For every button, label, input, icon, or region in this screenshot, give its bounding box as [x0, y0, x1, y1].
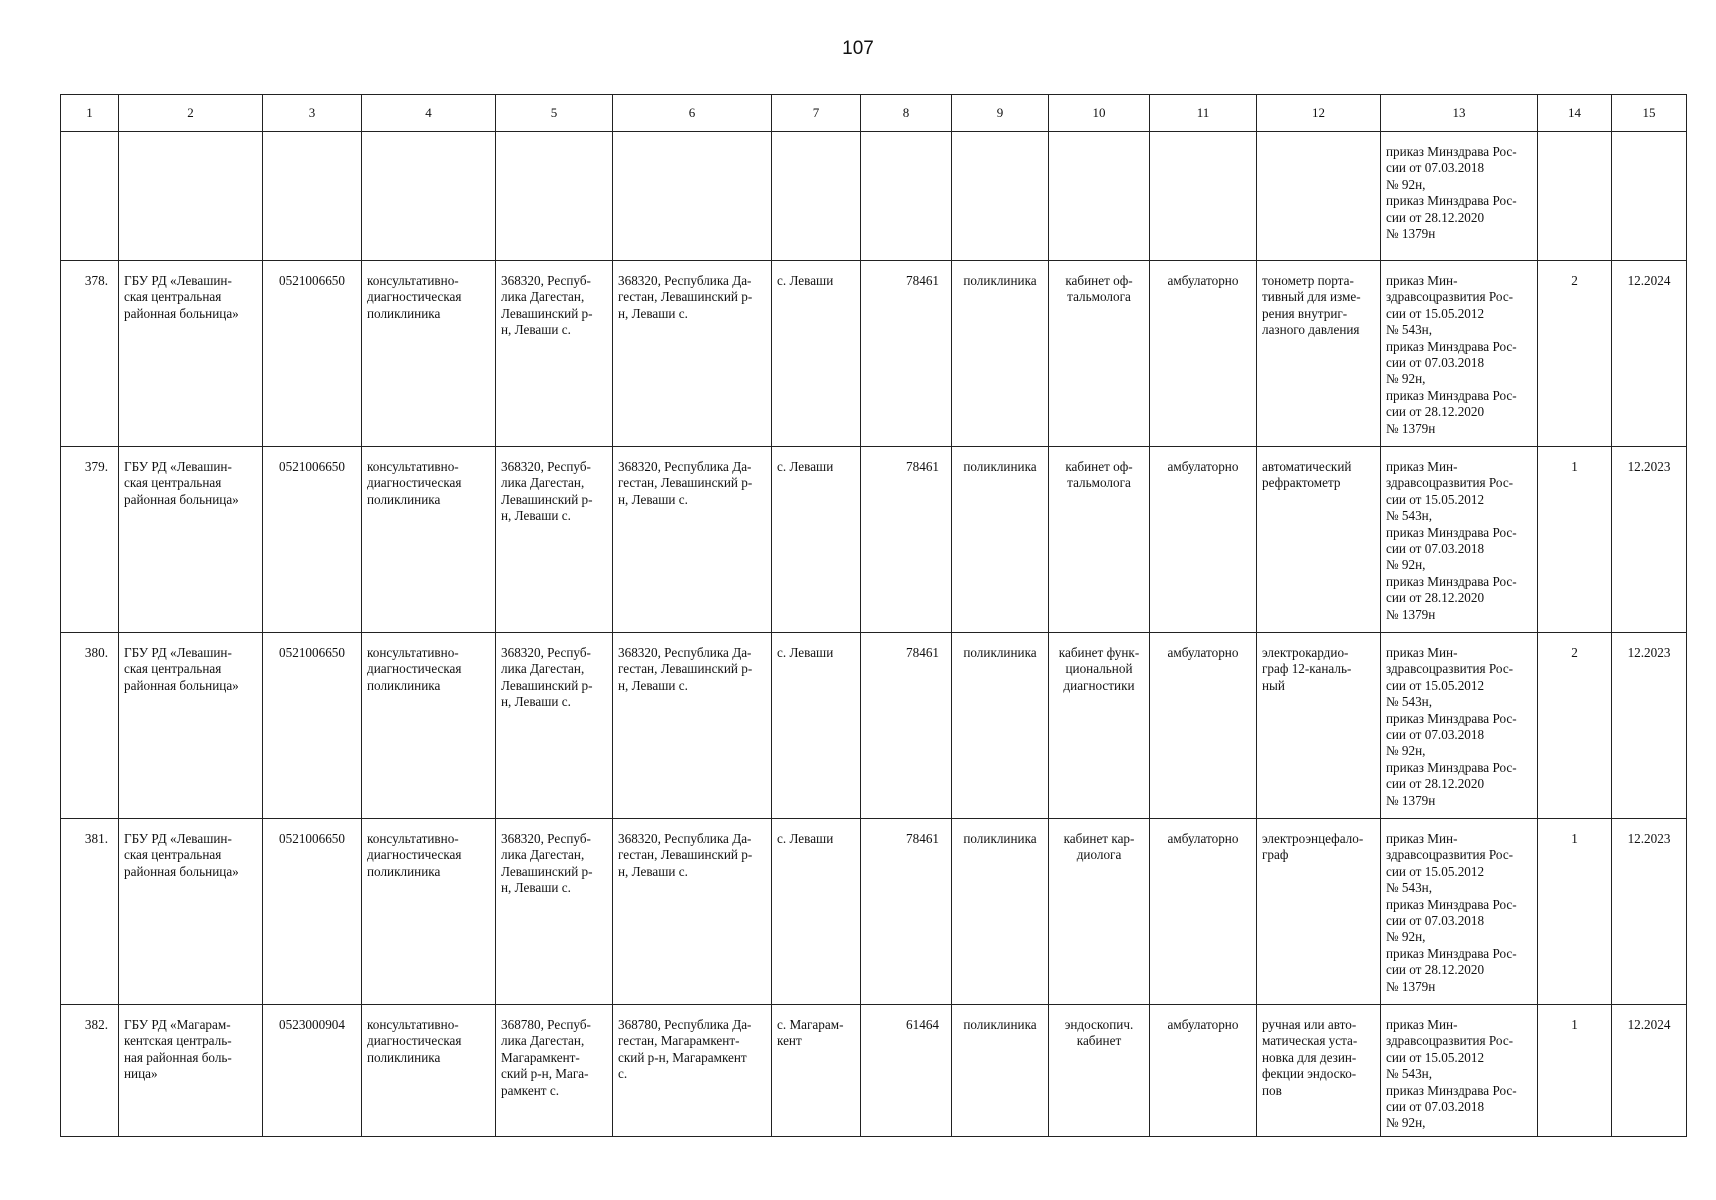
table-cell: [1538, 132, 1612, 261]
row-number-cell: 380.: [61, 633, 119, 819]
code-cell: 78461: [861, 819, 952, 1005]
code-cell: 78461: [861, 633, 952, 819]
organization-cell: ГБУ РД «Левашин- ская центральная районная больница»: [119, 261, 263, 447]
facility-type-cell: консультативно- диагностическая поликлиника: [362, 447, 496, 633]
regulation-cell: приказ Мин- здравсоцразвития Рос- сии от 15.05.2012 № 543н, приказ Минздрава Рос- сии от 07.03.2018 № 92н, приказ Минздрава Рос- сии от 28.12.2020 № 1379н: [1381, 261, 1538, 447]
legal-address-cell: 368320, Респуб- лика Дагестан, Левашинский р- н, Леваши с.: [496, 633, 613, 819]
table-cell: [1150, 132, 1257, 261]
equipment-cell: электрокардио- граф 12-каналь- ный: [1257, 633, 1381, 819]
locality-cell: с. Леваши: [772, 261, 861, 447]
facility-type-cell: консультативно- диагностическая поликлиника: [362, 1005, 496, 1137]
row-number-cell: 379.: [61, 447, 119, 633]
row-number-cell: 381.: [61, 819, 119, 1005]
table-row: [61, 633, 1687, 819]
table-cell: [952, 132, 1049, 261]
regulation-cell: приказ Мин- здравсоцразвития Рос- сии от 15.05.2012 № 543н, приказ Минздрава Рос- сии от 07.03.2018 № 92н,: [1381, 1005, 1538, 1137]
column-header: 14: [1538, 95, 1612, 132]
table-cell: [772, 132, 861, 261]
equipment-cell: электроэнцефало- граф: [1257, 819, 1381, 1005]
header-row: [61, 95, 1687, 132]
table-cell: [1049, 132, 1150, 261]
actual-address-cell: 368320, Республика Да- гестан, Левашинский р- н, Леваши с.: [613, 819, 772, 1005]
unit-cell: поликлиника: [952, 633, 1049, 819]
room-cell: кабинет оф- тальмолога: [1049, 447, 1150, 633]
row-number-cell: 382.: [61, 1005, 119, 1137]
table-cell: [1257, 132, 1381, 261]
facility-type-cell: консультативно- диагностическая поликлиника: [362, 633, 496, 819]
table-row: [61, 1005, 1687, 1137]
column-header: 5: [496, 95, 613, 132]
inn-cell: 0521006650: [263, 819, 362, 1005]
table-cell: [613, 132, 772, 261]
regulation-cell: приказ Мин- здравсоцразвития Рос- сии от 15.05.2012 № 543н, приказ Минздрава Рос- сии от 07.03.2018 № 92н, приказ Минздрава Рос- сии от 28.12.2020 № 1379н: [1381, 447, 1538, 633]
column-header: 11: [1150, 95, 1257, 132]
unit-cell: поликлиника: [952, 819, 1049, 1005]
unit-cell: поликлиника: [952, 1005, 1049, 1137]
organization-cell: ГБУ РД «Левашин- ская центральная районная больница»: [119, 819, 263, 1005]
unit-cell: поликлиника: [952, 447, 1049, 633]
column-header: 10: [1049, 95, 1150, 132]
table-cell: [263, 132, 362, 261]
date-cell: 12.2023: [1612, 633, 1687, 819]
table-cell: [61, 132, 119, 261]
care-type-cell: амбулаторно: [1150, 447, 1257, 633]
equipment-cell: ручная или авто- матическая уста- новка для дезин- фекции эндоско- пов: [1257, 1005, 1381, 1137]
organization-cell: ГБУ РД «Магарам- кентская централь- ная районная боль- ница»: [119, 1005, 263, 1137]
table-row-continuation: [61, 132, 1687, 261]
date-cell: 12.2023: [1612, 447, 1687, 633]
inn-cell: 0521006650: [263, 447, 362, 633]
legal-address-cell: 368320, Респуб- лика Дагестан, Левашинский р- н, Леваши с.: [496, 447, 613, 633]
unit-cell: поликлиника: [952, 261, 1049, 447]
actual-address-cell: 368320, Республика Да- гестан, Левашинский р- н, Леваши с.: [613, 261, 772, 447]
quantity-cell: 2: [1538, 261, 1612, 447]
inn-cell: 0523000904: [263, 1005, 362, 1137]
code-cell: 78461: [861, 447, 952, 633]
room-cell: кабинет кар- диолога: [1049, 819, 1150, 1005]
quantity-cell: 1: [1538, 819, 1612, 1005]
care-type-cell: амбулаторно: [1150, 261, 1257, 447]
care-type-cell: амбулаторно: [1150, 1005, 1257, 1137]
column-header: 2: [119, 95, 263, 132]
locality-cell: с. Леваши: [772, 447, 861, 633]
column-header: 13: [1381, 95, 1538, 132]
table-row: [61, 447, 1687, 633]
equipment-registry-table: [60, 94, 1687, 1137]
column-header: 4: [362, 95, 496, 132]
date-cell: 12.2023: [1612, 819, 1687, 1005]
actual-address-cell: 368320, Республика Да- гестан, Левашинский р- н, Леваши с.: [613, 633, 772, 819]
inn-cell: 0521006650: [263, 633, 362, 819]
locality-cell: с. Леваши: [772, 819, 861, 1005]
room-cell: кабинет функ- циональной диагностики: [1049, 633, 1150, 819]
date-cell: 12.2024: [1612, 261, 1687, 447]
care-type-cell: амбулаторно: [1150, 633, 1257, 819]
care-type-cell: амбулаторно: [1150, 819, 1257, 1005]
table-cell: [119, 132, 263, 261]
column-header: 7: [772, 95, 861, 132]
facility-type-cell: консультативно- диагностическая поликлиника: [362, 819, 496, 1005]
column-header: 6: [613, 95, 772, 132]
regulation-cell: приказ Мин- здравсоцразвития Рос- сии от 15.05.2012 № 543н, приказ Минздрава Рос- сии от 07.03.2018 № 92н, приказ Минздрава Рос- сии от 28.12.2020 № 1379н: [1381, 633, 1538, 819]
table-cell: [1612, 132, 1687, 261]
equipment-cell: тонометр порта- тивный для изме- рения внутриг- лазного давления: [1257, 261, 1381, 447]
locality-cell: с. Леваши: [772, 633, 861, 819]
quantity-cell: 1: [1538, 1005, 1612, 1137]
row-number-cell: 378.: [61, 261, 119, 447]
column-header: 9: [952, 95, 1049, 132]
column-header: 8: [861, 95, 952, 132]
table-cell: [861, 132, 952, 261]
page-number: 107: [842, 38, 874, 59]
table-row: [61, 261, 1687, 447]
room-cell: эндоскопич. кабинет: [1049, 1005, 1150, 1137]
organization-cell: ГБУ РД «Левашин- ская центральная районная больница»: [119, 447, 263, 633]
table-row: [61, 819, 1687, 1005]
legal-address-cell: 368320, Респуб- лика Дагестан, Левашинский р- н, Леваши с.: [496, 261, 613, 447]
regulation-cell: приказ Минздрава Рос- сии от 07.03.2018 № 92н, приказ Минздрава Рос- сии от 28.12.2020 № 1379н: [1381, 132, 1538, 261]
locality-cell: с. Магарам- кент: [772, 1005, 861, 1137]
actual-address-cell: 368320, Республика Да- гестан, Левашинский р- н, Леваши с.: [613, 447, 772, 633]
column-header: 12: [1257, 95, 1381, 132]
code-cell: 61464: [861, 1005, 952, 1137]
actual-address-cell: 368780, Республика Да- гестан, Магарамкент- ский р-н, Магарамкент с.: [613, 1005, 772, 1137]
quantity-cell: 2: [1538, 633, 1612, 819]
legal-address-cell: 368320, Респуб- лика Дагестан, Левашинский р- н, Леваши с.: [496, 819, 613, 1005]
table-cell: [362, 132, 496, 261]
regulation-cell: приказ Мин- здравсоцразвития Рос- сии от 15.05.2012 № 543н, приказ Минздрава Рос- сии от 07.03.2018 № 92н, приказ Минздрава Рос- сии от 28.12.2020 № 1379н: [1381, 819, 1538, 1005]
facility-type-cell: консультативно- диагностическая поликлиника: [362, 261, 496, 447]
legal-address-cell: 368780, Респуб- лика Дагестан, Магарамкент- ский р-н, Мага- рамкент с.: [496, 1005, 613, 1137]
room-cell: кабинет оф- тальмолога: [1049, 261, 1150, 447]
column-header: 1: [61, 95, 119, 132]
table-cell: [496, 132, 613, 261]
column-header: 3: [263, 95, 362, 132]
code-cell: 78461: [861, 261, 952, 447]
inn-cell: 0521006650: [263, 261, 362, 447]
date-cell: 12.2024: [1612, 1005, 1687, 1137]
column-header: 15: [1612, 95, 1687, 132]
organization-cell: ГБУ РД «Левашин- ская центральная районная больница»: [119, 633, 263, 819]
quantity-cell: 1: [1538, 447, 1612, 633]
equipment-cell: автоматический рефрактометр: [1257, 447, 1381, 633]
